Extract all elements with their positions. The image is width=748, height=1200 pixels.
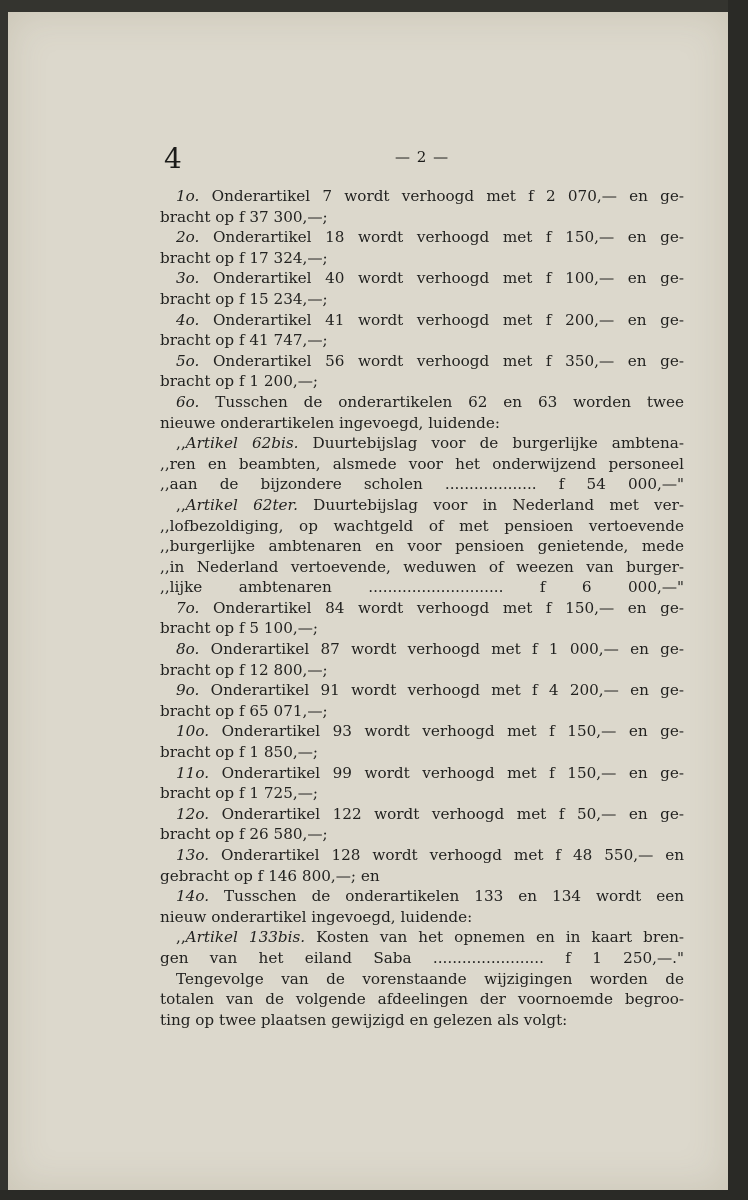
item-number: 3o.: [176, 269, 200, 288]
item-text: Onderartikel 56 wordt verhoogd met f 350,— en ge-: [199, 351, 684, 370]
item-text: bracht op f 41 747,—;: [160, 331, 328, 350]
list-item: [160, 721, 684, 762]
list-item: [160, 886, 684, 927]
list-item: [160, 351, 684, 392]
list-item: [160, 598, 684, 639]
article-62bis: ,,Artikel 62bis. Duurtebijslag voor de burgerlijke ambtena- ,,ren en beambten, alsmede voor het onderwijzend personeel ,,aan de bijzondere scholen ................... f 54 000,—": [160, 434, 684, 494]
item-number: 10o.: [176, 722, 210, 741]
article-amount: f 6 000,—": [539, 578, 684, 597]
article-text: ,,aan de bijzondere scholen: [160, 475, 423, 494]
closing-text: totalen van de volgende afdeelingen der voornoemde begroo-: [160, 990, 684, 1009]
article-title: Artikel 133bis.: [185, 928, 306, 947]
list-item: [160, 227, 684, 268]
item-text: Onderartikel 84 wordt verhoogd met f 150,— en ge-: [199, 598, 684, 617]
item-text: Onderartikel 122 wordt verhoogd met f 50,— en ge-: [209, 804, 684, 823]
item-text: Onderartikel 18 wordt verhoogd met f 150,— en ge-: [199, 228, 684, 247]
closing-text: Tengevolge van de vorenstaande wijzigingen worden de: [176, 969, 684, 988]
item-number: 8o.: [176, 640, 200, 659]
list-item: [160, 186, 684, 227]
item-text: gebracht op f 146 800,—; en: [160, 866, 380, 885]
item-number: 13o.: [176, 846, 210, 864]
scanner-edge-right: [728, 0, 748, 1200]
article-text: Duurtebijslag voor in Nederland met ver-: [297, 495, 684, 514]
list-item: [160, 268, 684, 309]
item-text: bracht op f 1 850,—;: [160, 743, 319, 762]
sheet-number: 4: [164, 142, 182, 175]
article-text: Kosten van het opnemen en in kaart bren-: [305, 928, 684, 947]
document-body: [160, 186, 684, 1030]
item-text: Onderartikel 40 wordt verhoogd met f 100,— en ge-: [199, 269, 684, 288]
item-text: Tusschen de onderartikelen 133 en 134 wordt een: [209, 887, 684, 906]
item-text: bracht op f 17 324,—;: [160, 248, 328, 267]
item-text: Onderartikel 87 wordt verhoogd met f 1 000,— en ge-: [199, 640, 684, 659]
item-number: 4o.: [176, 310, 200, 329]
item-text: Onderartikel 91 wordt verhoogd met f 4 200,— en ge-: [199, 681, 684, 700]
page-number: — 2 —: [395, 148, 450, 166]
item-text: Onderartikel 41 wordt verhoogd met f 200,— en ge-: [199, 310, 684, 329]
item-text: bracht op f 12 800,—;: [160, 660, 328, 679]
article-amount: f 1 250,—.": [565, 948, 684, 967]
item-number: 11o.: [176, 763, 210, 782]
item-text: bracht op f 65 071,—;: [160, 701, 328, 720]
list-item: [160, 392, 684, 433]
article-text: ,,burgerlijke ambtenaren en voor pensioen genietende, mede: [160, 537, 684, 556]
article-text: ,,lijke ambtenaren: [160, 578, 332, 597]
list-item: [160, 680, 684, 721]
item-text: nieuwe onderartikelen ingevoegd, luidende:: [160, 413, 501, 432]
item-text: bracht op f 5 100,—;: [160, 619, 319, 638]
item-text: Tusschen de onderartikelen 62 en 63 worden twee: [199, 392, 684, 411]
item-text: nieuw onderartikel ingevoegd, luidende:: [160, 907, 473, 926]
item-number: 7o.: [176, 598, 200, 617]
article-amount: f 54 000,—": [558, 475, 684, 494]
article-title: Artikel 62ter.: [185, 495, 298, 514]
item-text: bracht op f 15 234,—;: [160, 289, 328, 308]
article-text: Duurtebijslag voor de burgerlijke ambtena-: [298, 434, 684, 453]
item-number: 6o.: [176, 392, 200, 411]
item-text: Onderartikel 93 wordt verhoogd met f 150,— en ge-: [209, 722, 684, 741]
list-item: [160, 763, 684, 804]
item-number: 5o.: [176, 351, 200, 370]
item-text: bracht op f 26 580,—;: [160, 825, 328, 844]
article-text: gen van het eiland Saba: [160, 948, 412, 967]
article-133bis: ,,Artikel 133bis. Kosten van het opnemen en in kaart bren- gen van het eiland Saba ....................... f 1 250,—.": [160, 928, 684, 967]
list-item: [160, 845, 684, 886]
article-text: ,,in Nederland vertoevende, weduwen of weezen van burger-: [160, 557, 684, 576]
item-text: bracht op f 37 300,—;: [160, 207, 328, 226]
item-number: 9o.: [176, 681, 200, 700]
article-62ter: ,,Artikel 62ter. Duurtebijslag voor in Nederland met ver- ,,lofbezoldiging, op wachtgeld of met pensioen vertoevende ,,burgerlijke ambtenaren en voor pensioen genietende, mede ,,in Nederland vertoevende, weduwen of weezen van burger- ,,lijke ambtenaren ............................ f 6 000,—": [160, 495, 684, 597]
item-number: 1o.: [176, 187, 200, 205]
closing-text: ting op twee plaatsen gewijzigd en gelezen als volgt:: [160, 1010, 568, 1029]
list-item: [160, 639, 684, 680]
item-number: 12o.: [176, 804, 210, 823]
item-text: bracht op f 1 725,—;: [160, 784, 319, 803]
item-text: Onderartikel 7 wordt verhoogd met f 2 070,— en ge-: [199, 187, 684, 205]
item-text: bracht op f 1 200,—;: [160, 372, 319, 391]
article-title: Artikel 62bis.: [185, 434, 299, 453]
scanner-edge-bottom: [0, 1190, 748, 1200]
item-number: 14o.: [176, 887, 210, 906]
article-text: ,,lofbezoldiging, op wachtgeld of met pensioen vertoevende: [160, 516, 684, 535]
item-number: 2o.: [176, 228, 200, 247]
item-text: Onderartikel 128 wordt verhoogd met f 48 550,— en: [209, 846, 684, 864]
list-item: [160, 310, 684, 351]
list-item: [160, 804, 684, 845]
item-text: Onderartikel 99 wordt verhoogd met f 150,— en ge-: [209, 763, 684, 782]
closing-paragraph: [160, 969, 684, 1031]
article-text: ,,ren en beambten, alsmede voor het onderwijzend personeel: [160, 454, 684, 473]
